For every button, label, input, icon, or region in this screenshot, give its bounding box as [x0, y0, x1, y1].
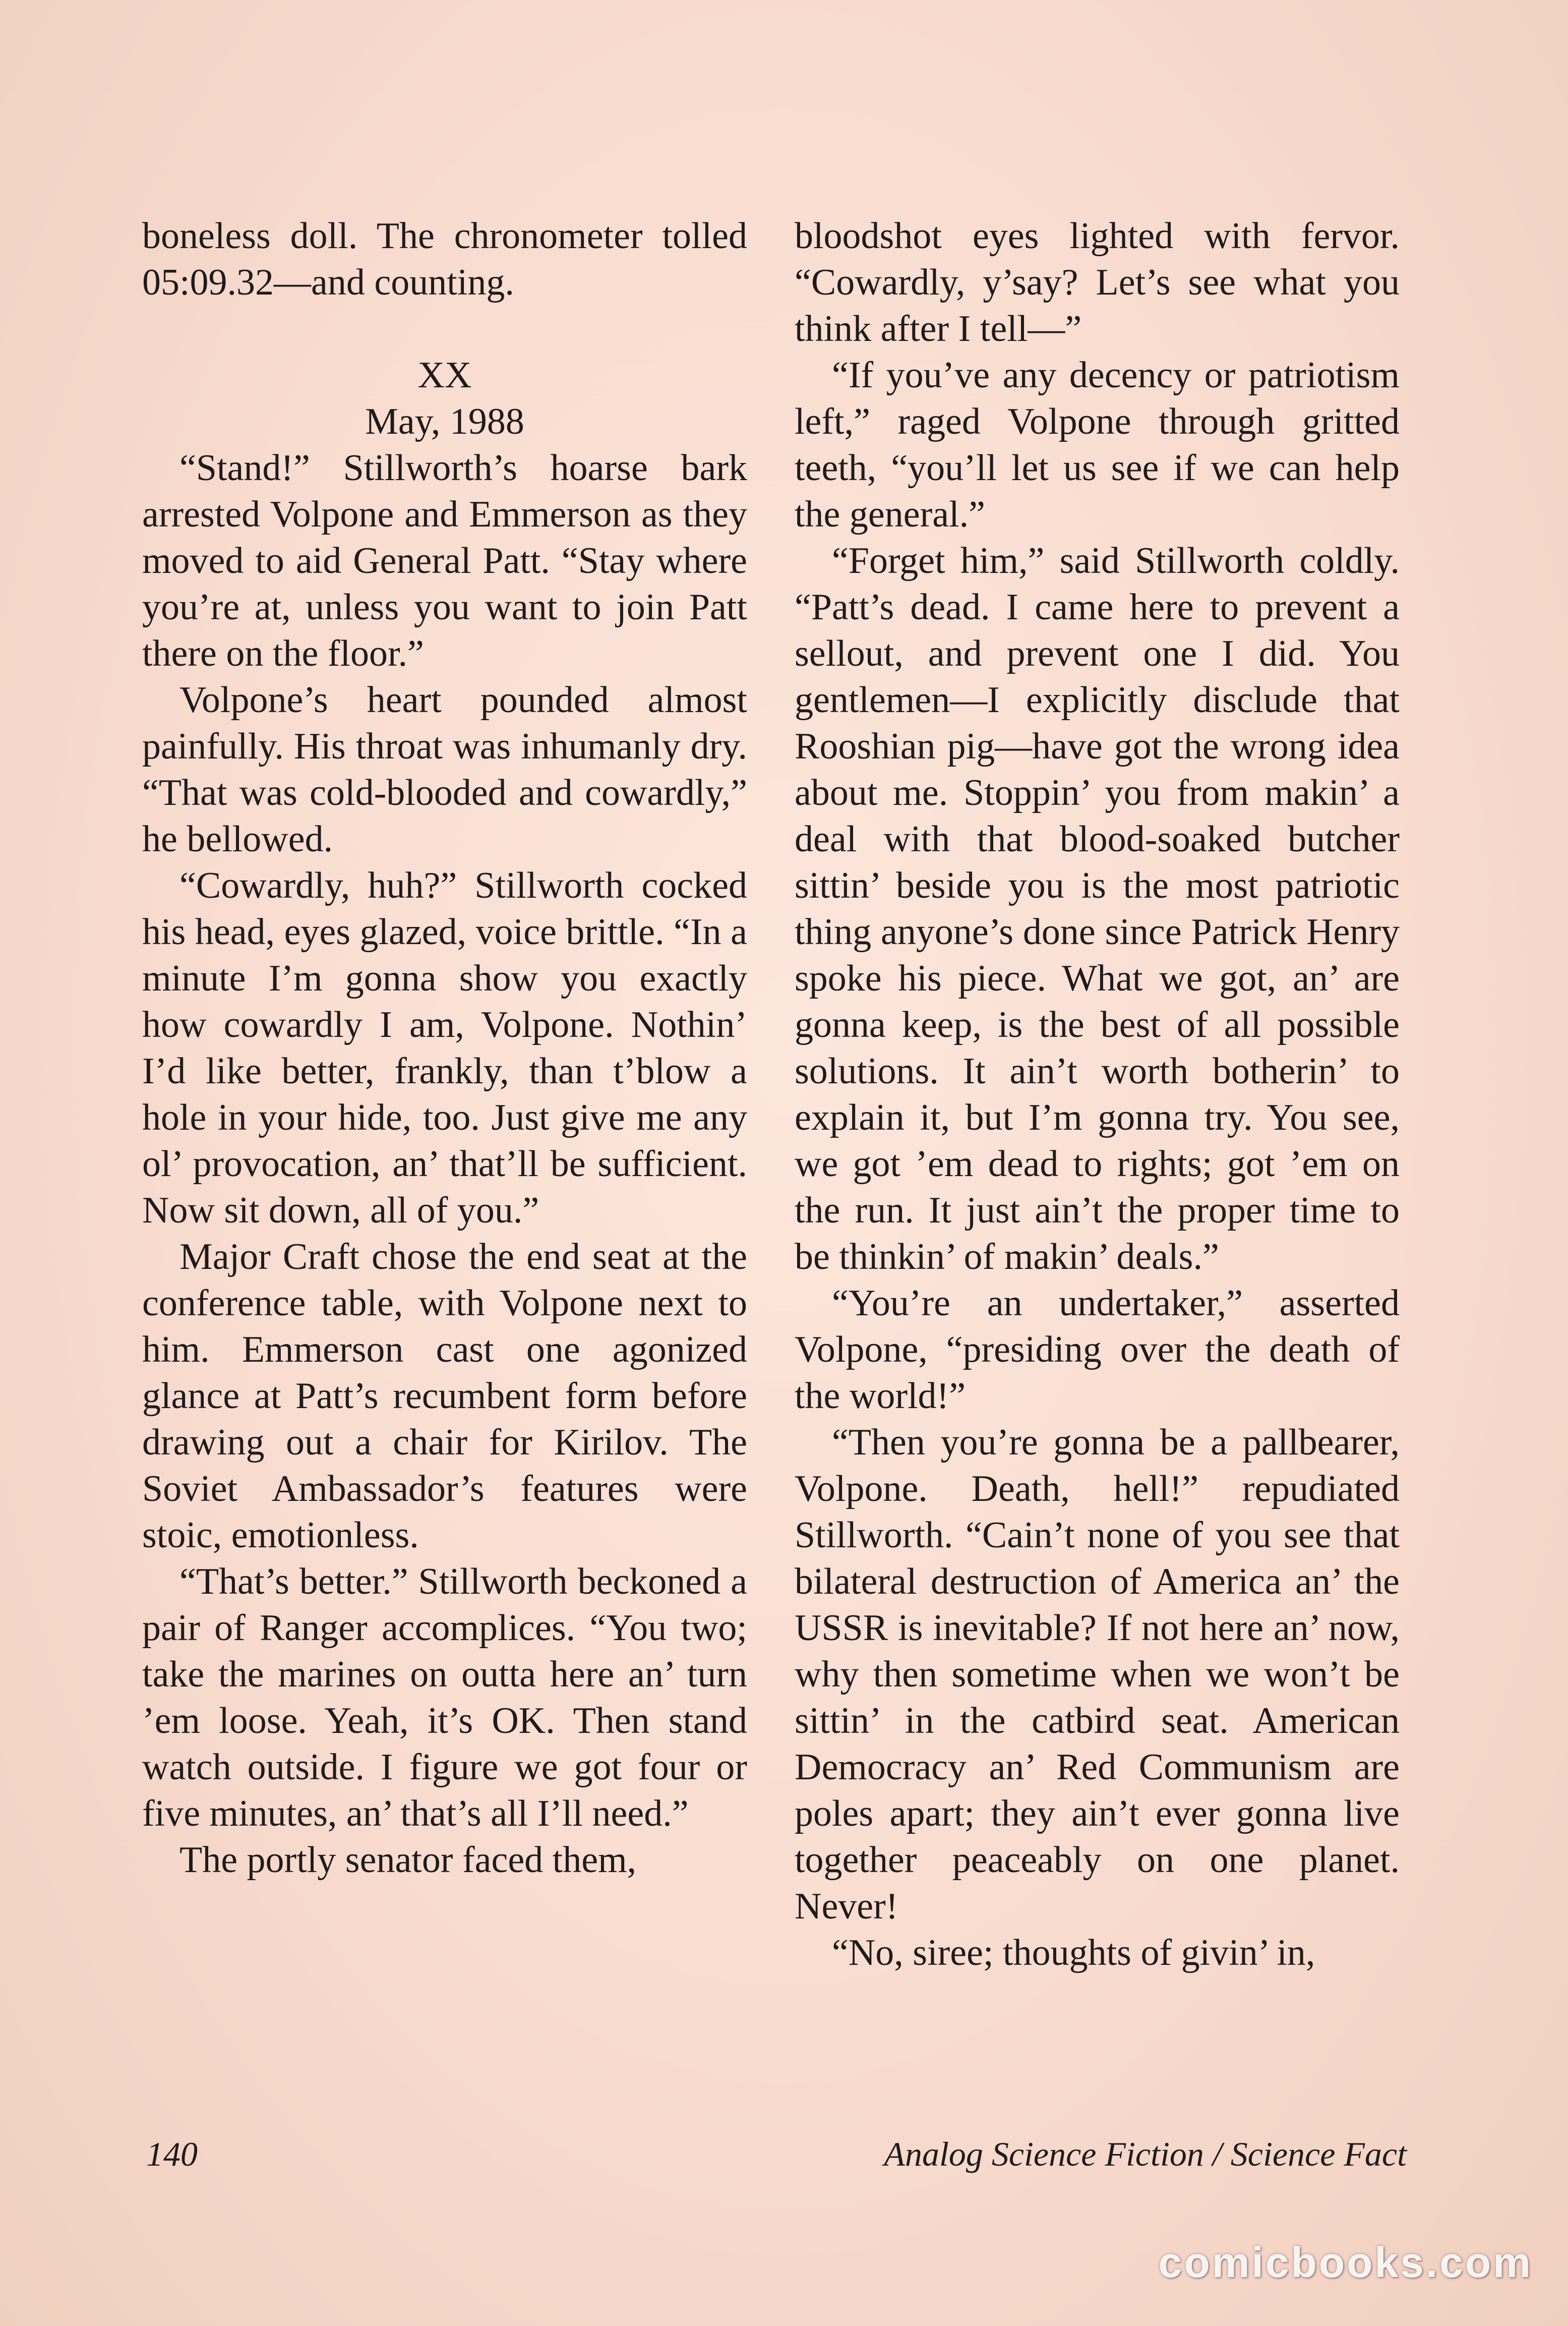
paragraph: “If you’ve any decency or patriotism left,” raged Volpone through gritted teeth, “you’ll let us see if we can help the general.” [795, 355, 1400, 535]
chapter-number: XX [417, 355, 472, 396]
paragraph: “Forget him,” said Stillworth coldly. “Patt’s dead. I came here to prevent a sellout, and prevent one I did. You gentlemen—I explicitly disclude that Rooshian pig—have got the wrong idea about me. Stoppin’ you from makin’ a deal with that blood-soaked butcher sittin’ beside you is the most patriotic thing anyone’s done since Patrick Henry spoke his piece. What we got, an’ are gonna keep, is the best of all possible solutions. It ain’t worth botherin’ to explain it, but I’m gonna try. You see, we got ’em dead to rights; got ’em on the run. It just ain’t the proper time to be thinkin’ of makin’ deals.” [795, 540, 1400, 1277]
paragraph: “No, siree; thoughts of givin’ in, [832, 1932, 1315, 1973]
paragraph: The portly senator faced them, [179, 1839, 637, 1881]
page-number: 140 [146, 2135, 198, 2173]
paragraph: “Then you’re gonna be a pallbearer, Volpone. Death, hell!” repudiated Stillworth. “Cain’t none of you see that bilateral destruction of America an’ the USSR is inevitable? If not here an’ now, why then sometime when we won’t be sittin’ in the catbird seat. American Democracy an’ Red Communism are poles apart; they ain’t ever gonna live together peaceably on one planet. Never! [795, 1422, 1400, 1927]
running-footer-title: Analog Science Fiction / Science Fact [884, 2135, 1407, 2173]
paragraph: Volpone’s heart pounded almost painfully. His throat was inhumanly dry. “That was cold-blooded and cowardly,” he bellowed. [142, 679, 747, 860]
right-text-column [795, 213, 1400, 1976]
left-text-column [142, 213, 747, 1883]
paragraph: boneless doll. The chronometer tolled 05:09.32—and counting. [142, 215, 747, 303]
paragraph: “You’re an undertaker,” asserted Volpone, “presiding over the death of the world!” [795, 1283, 1400, 1417]
paragraph: Major Craft chose the end seat at the conference table, with Volpone next to him. Emmerson cast one agonized glance at Patt’s recumbent form before drawing out a chair for Kirilov. The Soviet Ambassador’s features were stoic, emotionless. [142, 1236, 747, 1556]
paragraph: “That’s better.” Stillworth beckoned a pair of Ranger accomplices. “You two; take the marines on outta here an’ turn ’em loose. Yeah, it’s OK. Then stand watch outside. I figure we got four or five minutes, an’ that’s all I’ll need.” [142, 1561, 747, 1834]
paragraph: “Cowardly, huh?” Stillworth cocked his head, eyes glazed, voice brittle. “In a minute I’m gonna show you exactly how cowardly I am, Volpone. Nothin’ I’d like better, frankly, than t’blow a hole in your hide, too. Just give me any ol’ provocation, an’ that’ll be sufficient. Now sit down, all of you.” [142, 865, 747, 1231]
paragraph: “Stand!” Stillworth’s hoarse bark arrested Volpone and Emmerson as they moved to aid General Patt. “Stay where you’re at, unless you want to join Patt there on the floor.” [142, 447, 747, 674]
chapter-date: May, 1988 [365, 401, 524, 442]
paragraph: bloodshot eyes lighted with fervor. “Cowardly, y’say? Let’s see what you think after I tell—” [795, 215, 1400, 350]
site-watermark: comicbooks.com [1158, 2239, 1533, 2286]
